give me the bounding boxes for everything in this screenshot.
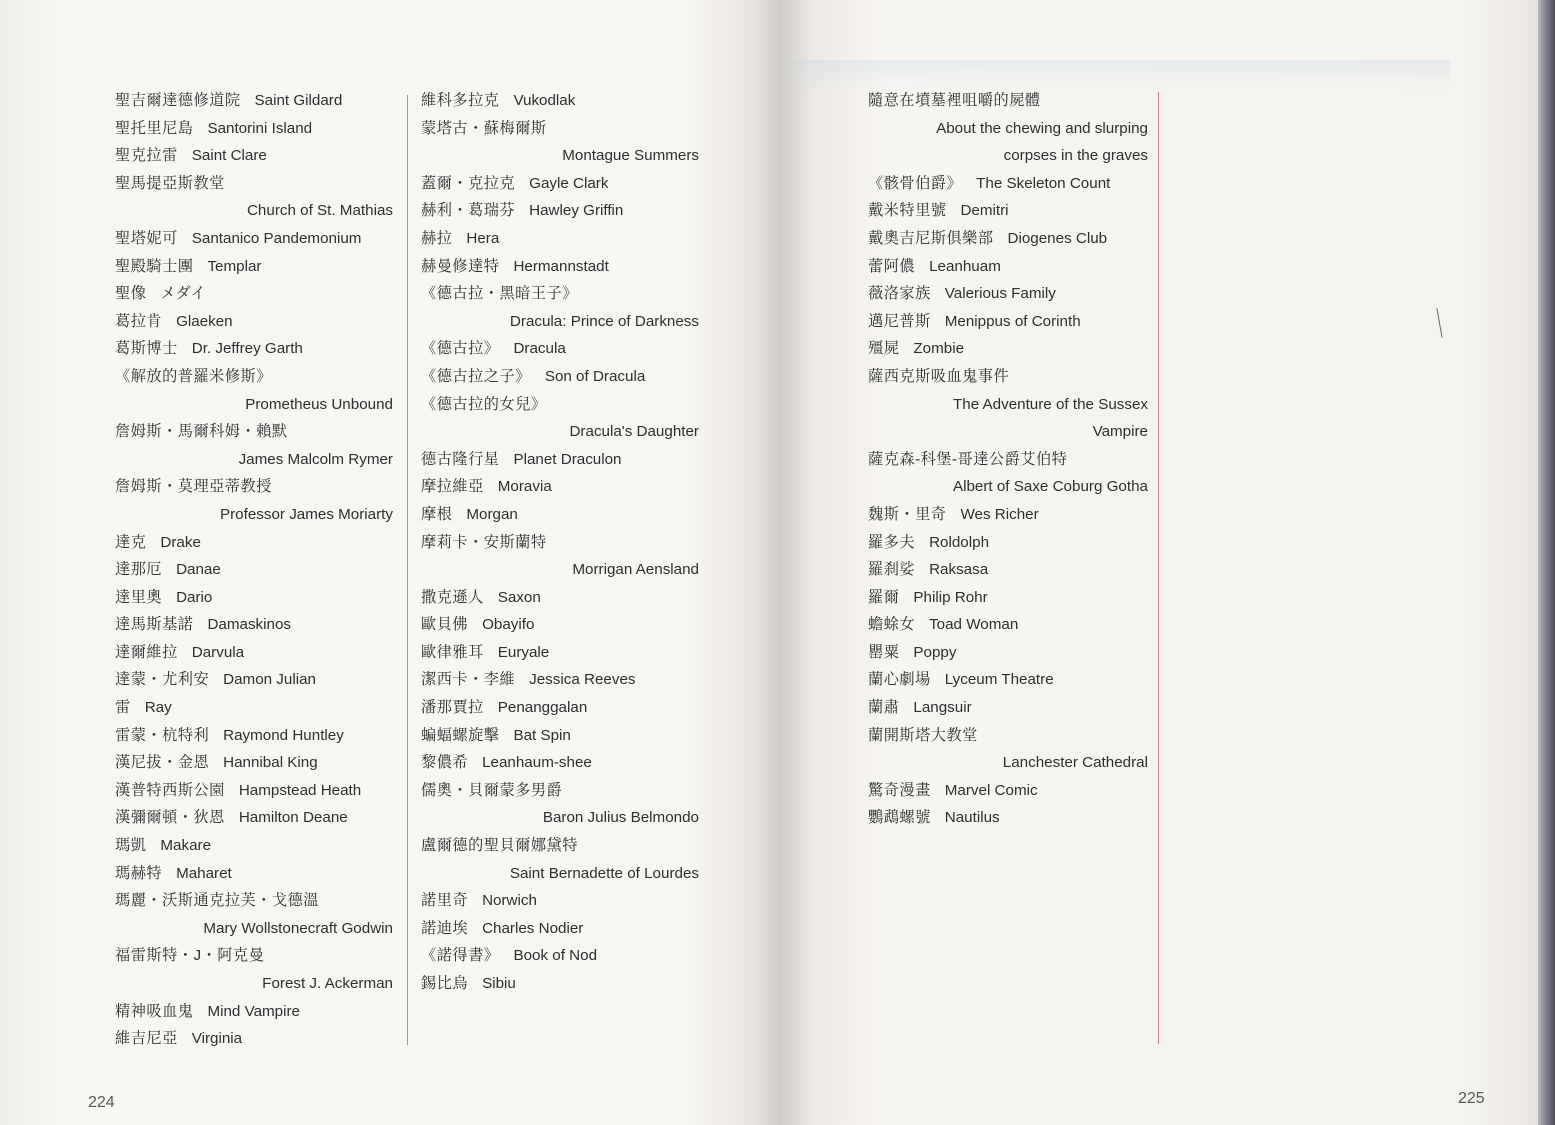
glossary-entry: [868, 142, 1148, 170]
entry-english-term: Sibiu: [482, 975, 516, 992]
glossary-entry: [421, 170, 699, 198]
entry-english-term: Santorini Island: [207, 119, 313, 137]
glossary-entry: [115, 418, 393, 446]
entry-chinese-term: 雷蒙・杭特利: [115, 726, 210, 744]
glossary-entry: [115, 473, 393, 501]
glossary-entry: [421, 446, 699, 474]
entry-chinese-term: 蝙蝠螺旋擊: [421, 726, 500, 744]
glossary-entry: [868, 804, 1148, 832]
glossary-entry: [868, 584, 1148, 612]
entry-english-term: Book of Nod: [513, 947, 598, 965]
entry-english-term: Hannibal King: [223, 754, 318, 772]
glossary-entry: [421, 832, 699, 860]
entry-chinese-term: 維科多拉克: [421, 92, 500, 109]
glossary-entry: [868, 363, 1148, 391]
entry-english-term: Lyceum Theatre: [944, 671, 1054, 689]
entry-english-term: Dracula: [513, 340, 566, 358]
entry-english-term: Makare: [160, 837, 212, 855]
glossary-entry: [421, 335, 699, 363]
glossary-entry: [421, 639, 699, 667]
glossary-entry: [868, 280, 1148, 308]
entry-english-term: Professor James Moriarty: [219, 505, 393, 523]
glossary-entry: [868, 225, 1148, 253]
entry-english-term: Raksasa: [929, 561, 989, 579]
entry-chinese-term: 漢彌爾頓・狄恩: [115, 809, 225, 827]
glossary-entry: [115, 915, 393, 943]
entry-chinese-term: 蘭心劇場: [868, 671, 931, 689]
entry-chinese-term: 達里奧: [115, 588, 163, 606]
entry-english-term: Roldolph: [929, 533, 990, 551]
glossary-entry: [421, 418, 699, 446]
glossary-entry: [868, 749, 1148, 777]
glossary-entry: [115, 970, 393, 998]
entry-english-term: Hamilton Deane: [238, 809, 348, 827]
entry-chinese-term: 蘭開斯塔大教堂: [868, 726, 978, 744]
entry-chinese-term: 《諾得書》: [421, 947, 500, 965]
entry-chinese-term: 邁尼普斯: [868, 312, 931, 330]
entry-chinese-term: 雷: [115, 699, 131, 717]
glossary-entry: [115, 363, 393, 391]
glossary-entry: [421, 970, 699, 998]
entry-english-term: Ray: [144, 699, 172, 717]
entry-chinese-term: 薩克森-科堡-哥達公爵艾伯特: [868, 450, 1068, 468]
glossary-column-1: [115, 87, 393, 1053]
entry-english-term: Dr. Jeffrey Garth: [191, 340, 303, 358]
entry-chinese-term: 聖塔妮可: [115, 229, 178, 247]
entry-english-term: Euryale: [497, 643, 550, 661]
glossary-entry: [421, 749, 699, 777]
glossary-entry: [421, 860, 699, 888]
entry-chinese-term: 黎儂希: [421, 754, 469, 772]
glossary-entry: [115, 253, 393, 281]
glossary-entry: [115, 804, 393, 832]
entry-chinese-term: 聖托里尼島: [115, 119, 194, 137]
entry-chinese-term: 罌粟: [868, 643, 900, 661]
entry-english-term: Menippus of Corinth: [944, 312, 1081, 330]
entry-chinese-term: 羅多夫: [868, 533, 916, 551]
entry-english-term: Vampire: [1092, 423, 1148, 441]
glossary-entry: [115, 942, 393, 970]
entry-chinese-term: 赫曼修達特: [421, 257, 500, 275]
entry-english-term: Marvel Comic: [944, 781, 1038, 799]
glossary-entry: [115, 170, 393, 198]
glossary-entry: [421, 308, 699, 336]
entry-english-term: Bat Spin: [513, 726, 571, 744]
glossary-entry: [868, 335, 1148, 363]
entry-chinese-term: 蓋爾・克拉克: [421, 174, 516, 192]
entry-english-term: Darvula: [191, 643, 245, 661]
page-number-left: 224: [88, 1094, 115, 1111]
glossary-entry: [868, 694, 1148, 722]
entry-chinese-term: 詹姆斯・莫理亞蒂教授: [115, 478, 272, 496]
entry-chinese-term: 鸚鵡螺號: [868, 809, 931, 827]
entry-english-term: Morgan: [466, 505, 518, 523]
entry-english-term: Valerious Family: [944, 285, 1056, 303]
entry-chinese-term: 諾迪埃: [421, 919, 469, 937]
glossary-entry: [421, 666, 699, 694]
glossary-entry: [115, 722, 393, 750]
glossary-entry: [868, 418, 1148, 446]
entry-english-term: Hera: [466, 229, 500, 247]
entry-english-term: Saint Bernadette of Lourdes: [509, 864, 699, 882]
entry-english-term: Wes Richer: [960, 505, 1039, 523]
entry-english-term: Hawley Griffin: [529, 202, 624, 220]
entry-chinese-term: 聖克拉雷: [115, 147, 178, 165]
entry-chinese-term: 聖殿騎士團: [115, 257, 194, 275]
glossary-entry: [421, 556, 699, 584]
glossary-entry: [115, 777, 393, 805]
entry-english-term: Lanchester Cathedral: [1002, 754, 1148, 772]
entry-chinese-term: 達那厄: [115, 561, 163, 579]
entry-english-term: Dracula's Daughter: [569, 423, 699, 441]
entry-english-term: Prometheus Unbound: [245, 395, 393, 413]
glossary-entry: [115, 280, 393, 308]
entry-english-term: Morrigan Aensland: [572, 561, 699, 579]
entry-chinese-term: 聖吉爾達德修道院: [115, 92, 241, 109]
entry-chinese-term: 漢尼拔・金恩: [115, 754, 210, 772]
glossary-entry: [868, 391, 1148, 419]
entry-chinese-term: 盧爾德的聖貝爾娜黛特: [421, 837, 578, 855]
entry-english-term: Raymond Huntley: [223, 726, 344, 744]
entry-chinese-term: 諾里奇: [421, 892, 469, 910]
entry-chinese-term: 福雷斯特・J・阿克曼: [115, 947, 265, 965]
entry-chinese-term: 葛斯博士: [115, 340, 178, 358]
entry-chinese-term: 殭屍: [868, 340, 900, 358]
glossary-entry: [868, 473, 1148, 501]
glossary-entry: [115, 998, 393, 1026]
entry-chinese-term: 《德古拉之子》: [421, 367, 531, 385]
entry-english-term: Zombie: [913, 340, 965, 358]
glossary-entry: [868, 87, 1148, 115]
glossary-entry: [115, 446, 393, 474]
entry-chinese-term: 詹姆斯・馬爾科姆・賴默: [115, 423, 288, 441]
glossary-entry: [421, 887, 699, 915]
entry-english-term: Vukodlak: [513, 92, 576, 109]
glossary-entry: [421, 363, 699, 391]
entry-english-term: Norwich: [482, 892, 537, 910]
entry-english-term: Hampstead Heath: [238, 781, 362, 799]
entry-chinese-term: 《解放的普羅米修斯》: [115, 367, 272, 385]
glossary-entry: [115, 666, 393, 694]
glossary-entry: [868, 115, 1148, 143]
glossary-entry: [421, 87, 699, 115]
entry-chinese-term: 漢普特西斯公園: [115, 781, 225, 799]
entry-chinese-term: 葛拉肯: [115, 312, 163, 330]
page-number-right: 225: [1458, 1090, 1485, 1107]
glossary-entry: [868, 556, 1148, 584]
glossary-entry: [421, 280, 699, 308]
glossary-column-2: [421, 87, 699, 998]
entry-chinese-term: 赫拉: [421, 229, 453, 247]
glossary-entry: [115, 556, 393, 584]
entry-chinese-term: 隨意在墳墓裡咀嚼的屍體: [868, 92, 1041, 109]
glossary-entry: [115, 832, 393, 860]
entry-chinese-term: 薩西克斯吸血鬼事件: [868, 367, 1010, 385]
entry-chinese-term: 達馬斯基諾: [115, 616, 194, 634]
entry-english-term: Church of St. Mathias: [246, 202, 393, 220]
glossary-entry: [868, 197, 1148, 225]
glossary-entry: [421, 225, 699, 253]
entry-chinese-term: 蟾蜍女: [868, 616, 916, 634]
glossary-entry: [868, 308, 1148, 336]
entry-english-term: The Adventure of the Sussex: [952, 395, 1148, 413]
glossary-entry: [115, 391, 393, 419]
glossary-entry: [115, 225, 393, 253]
entry-chinese-term: 歐律雅耳: [421, 643, 484, 661]
entry-chinese-term: 摩拉維亞: [421, 478, 484, 496]
glossary-entry: [115, 335, 393, 363]
entry-english-term: Poppy: [913, 643, 957, 661]
entry-chinese-term: 瑪凱: [115, 837, 147, 855]
entry-english-term: Leanhuam: [929, 257, 1001, 275]
entry-chinese-term: 達爾維拉: [115, 643, 178, 661]
glossary-entry: [115, 860, 393, 888]
glossary-entry: [868, 611, 1148, 639]
glossary-entry: [421, 115, 699, 143]
entry-english-term: Forest J. Ackerman: [262, 975, 393, 992]
glossary-entry: [115, 639, 393, 667]
entry-english-term: Montague Summers: [562, 147, 699, 165]
entry-chinese-term: 精神吸血鬼: [115, 1002, 194, 1020]
glossary-entry: [421, 722, 699, 750]
entry-english-term: Gayle Clark: [529, 174, 609, 192]
entry-english-term: Langsuir: [913, 699, 972, 717]
entry-chinese-term: 羅刹娑: [868, 561, 916, 579]
entry-chinese-term: 瑪赫特: [115, 864, 163, 882]
entry-chinese-term: 戴米特里號: [868, 202, 947, 220]
entry-chinese-term: 維吉尼亞: [115, 1030, 178, 1048]
book-edge: [1538, 0, 1555, 1125]
entry-chinese-term: 德古隆行星: [421, 450, 500, 468]
entry-english-term: corpses in the graves: [1003, 147, 1148, 165]
entry-english-term: Templar: [207, 257, 262, 275]
glossary-entry: [115, 115, 393, 143]
entry-english-term: James Malcolm Rymer: [238, 450, 393, 468]
entry-chinese-term: 達蒙・尤利安: [115, 671, 210, 689]
page-shadow: [790, 60, 1450, 90]
entry-english-term: Jessica Reeves: [529, 671, 636, 689]
glossary-entry: [421, 501, 699, 529]
column-divider-right: [1158, 92, 1159, 1044]
glossary-entry: [421, 142, 699, 170]
glossary-entry: [868, 777, 1148, 805]
entry-english-term: Dracula: Prince of Darkness: [509, 312, 699, 330]
entry-chinese-term: 錫比烏: [421, 975, 469, 992]
entry-english-term: Drake: [160, 533, 201, 551]
entry-chinese-term: 儒奧・貝爾蒙多男爵: [421, 781, 563, 799]
glossary-entry: [421, 611, 699, 639]
entry-english-term: Hermannstadt: [513, 257, 609, 275]
entry-english-term: Saxon: [497, 588, 541, 606]
entry-chinese-term: 《德古拉的女兒》: [421, 395, 547, 413]
glossary-entry: [868, 446, 1148, 474]
entry-english-term: Dario: [176, 588, 213, 606]
entry-english-term: Santanico Pandemonium: [191, 229, 362, 247]
entry-english-term: Diogenes Club: [1007, 229, 1108, 247]
entry-chinese-term: 蘭肅: [868, 699, 900, 717]
glossary-entry: [421, 584, 699, 612]
glossary-entry: [868, 529, 1148, 557]
glossary-entry: [115, 749, 393, 777]
entry-chinese-term: 潔西卡・李維: [421, 671, 516, 689]
glossary-entry: [421, 694, 699, 722]
glossary-entry: [868, 253, 1148, 281]
glossary-entry: [115, 584, 393, 612]
entry-english-term: Moravia: [497, 478, 552, 496]
entry-english-term: Planet Draculon: [513, 450, 622, 468]
entry-english-term: Damon Julian: [223, 671, 316, 689]
glossary-entry: [115, 529, 393, 557]
entry-english-term: Son of Dracula: [544, 367, 646, 385]
entry-english-term: Mind Vampire: [207, 1002, 301, 1020]
entry-chinese-term: 撒克遜人: [421, 588, 484, 606]
glossary-entry: [115, 501, 393, 529]
glossary-entry: [115, 694, 393, 722]
entry-chinese-term: 摩莉卡・安斯蘭特: [421, 533, 547, 551]
entry-english-term: Leanhaum-shee: [482, 754, 592, 772]
entry-english-term: Baron Julius Belmondo: [542, 809, 699, 827]
entry-english-term: Nautilus: [944, 809, 1000, 827]
glossary-column-3: [868, 87, 1148, 832]
entry-english-term: Saint Clare: [191, 147, 267, 165]
glossary-entry: [115, 197, 393, 225]
entry-english-term: The Skeleton Count: [976, 174, 1111, 192]
entry-chinese-term: 蕾阿儂: [868, 257, 916, 275]
glossary-entry: [421, 473, 699, 501]
entry-chinese-term: 《骸骨伯爵》: [868, 174, 963, 192]
entry-english-term: Saint Gildard: [254, 92, 343, 109]
entry-english-term: About the chewing and slurping: [936, 119, 1148, 137]
glossary-entry: [115, 611, 393, 639]
entry-chinese-term: 蒙塔古・蘇梅爾斯: [421, 119, 547, 137]
glossary-entry: [868, 501, 1148, 529]
entry-chinese-term: 摩根: [421, 505, 453, 523]
entry-chinese-term: 赫利・葛瑞芬: [421, 202, 516, 220]
glossary-entry: [421, 529, 699, 557]
entry-chinese-term: 戴奧吉尼斯俱樂部: [868, 229, 994, 247]
column-divider-left: [407, 95, 408, 1045]
entry-chinese-term: 瑪麗・沃斯通克拉芙・戈德溫: [115, 892, 319, 910]
entry-english-term: Albert of Saxe Coburg Gotha: [952, 478, 1148, 496]
glossary-entry: [421, 915, 699, 943]
entry-english-term: Obayifo: [482, 616, 535, 634]
glossary-entry: [421, 253, 699, 281]
entry-english-term: Danae: [176, 561, 221, 579]
entry-english-term: メダイ: [160, 285, 206, 303]
entry-chinese-term: 潘那賈拉: [421, 699, 484, 717]
entry-chinese-term: 薇洛家族: [868, 285, 931, 303]
entry-english-term: Philip Rohr: [913, 588, 988, 606]
entry-chinese-term: 聖像: [115, 285, 147, 303]
glossary-entry: [421, 197, 699, 225]
entry-english-term: Penanggalan: [497, 699, 588, 717]
entry-english-term: Maharet: [176, 864, 232, 882]
glossary-entry: [421, 942, 699, 970]
entry-english-term: Damaskinos: [207, 616, 291, 634]
entry-chinese-term: 羅爾: [868, 588, 900, 606]
entry-chinese-term: 魏斯・里奇: [868, 505, 947, 523]
glossary-entry: [115, 308, 393, 336]
glossary-entry: [421, 777, 699, 805]
glossary-entry: [868, 170, 1148, 198]
entry-english-term: Mary Wollstonecraft Godwin: [203, 919, 393, 937]
entry-chinese-term: 《德古拉》: [421, 340, 500, 358]
glossary-entry: [868, 639, 1148, 667]
entry-english-term: Toad Woman: [929, 616, 1019, 634]
glossary-entry: [868, 666, 1148, 694]
entry-chinese-term: 驚奇漫畫: [868, 781, 931, 799]
entry-chinese-term: 達克: [115, 533, 147, 551]
entry-english-term: Charles Nodier: [482, 919, 584, 937]
entry-english-term: Glaeken: [176, 312, 233, 330]
entry-chinese-term: 聖馬提亞斯教堂: [115, 174, 225, 192]
entry-chinese-term: 歐貝佛: [421, 616, 469, 634]
glossary-entry: [115, 142, 393, 170]
entry-english-term: Demitri: [960, 202, 1009, 220]
glossary-entry: [115, 87, 393, 115]
glossary-entry: [115, 1025, 393, 1053]
glossary-entry: [421, 804, 699, 832]
entry-chinese-term: 《德古拉・黑暗王子》: [421, 285, 578, 303]
glossary-entry: [115, 887, 393, 915]
glossary-entry: [421, 391, 699, 419]
glossary-entry: [868, 722, 1148, 750]
entry-english-term: Virginia: [191, 1030, 243, 1048]
